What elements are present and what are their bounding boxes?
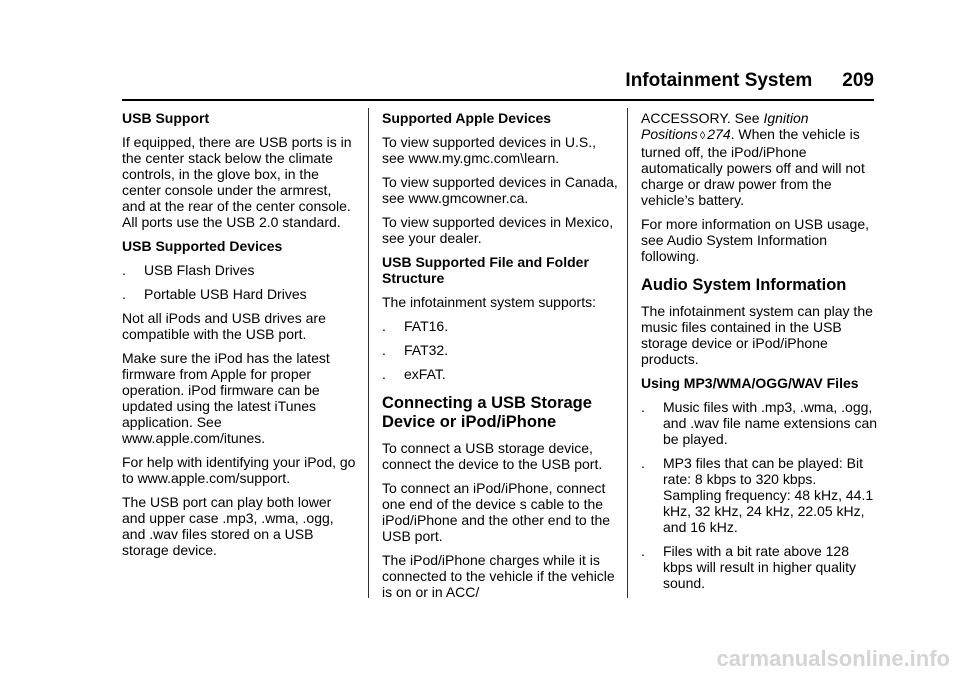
paragraph: For more information on USB usage, see Audio System Information following. bbox=[641, 216, 869, 264]
paragraph: Make sure the iPod has the latest firmware from Apple for proper operation. iPod firmware can be updated using the latest iTunes application. See www.apple.com/itunes. bbox=[122, 350, 330, 446]
list-item: . USB Flash Drives bbox=[122, 262, 255, 278]
paragraph: The infotainment system can play the music files contained in the USB storage device or iPod/iPhone products. bbox=[641, 303, 873, 367]
paragraph: ACCESSORY. See Ignition Positions ◊ 274. When the vehicle is turned off, the iPod/iPhone automatically powers off and will not charge or draw power from the vehicle’s battery. bbox=[641, 110, 865, 208]
paragraph: To view supported devices in U.S., see www.my.gmc.com\learn. bbox=[382, 134, 596, 166]
heading-file-folder-structure: USB Supported File and Folder Structure bbox=[382, 254, 589, 286]
page-number: 209 bbox=[842, 70, 874, 91]
column-divider bbox=[627, 108, 628, 598]
header-rule bbox=[122, 99, 874, 101]
paragraph: The USB port can play both lower and upper case .mp3, .wma, .ogg, and .wav files stored on a USB storage device. bbox=[122, 494, 334, 558]
list-item: . Portable USB Hard Drives bbox=[122, 286, 307, 302]
paragraph: If equipped, there are USB ports is in the center stack below the climate controls, in the glove box, in the center console under the armrest, and at the rear of the center console. All ports use the USB 2.0 standard. bbox=[122, 134, 352, 230]
section-title: Infotainment System bbox=[625, 70, 813, 91]
ignition-positions-link[interactable]: Ignition Positions bbox=[641, 110, 809, 142]
page-ref-arrow-icon: ◊ bbox=[699, 130, 706, 142]
heading-connecting-usb: Connecting a USB Storage Device or iPod/iPhone bbox=[382, 394, 592, 431]
list-item: . FAT16. bbox=[382, 318, 449, 334]
column-3 bbox=[641, 110, 877, 599]
paragraph: To connect a USB storage device, connect the device to the USB port. bbox=[382, 440, 603, 472]
list-item: . FAT32. bbox=[382, 342, 449, 358]
paragraph: The iPod/iPhone charges while it is connected to the vehicle if the vehicle is on or in ACC/ bbox=[382, 552, 615, 600]
heading-audio-system-information: Audio System Information bbox=[641, 276, 847, 294]
paragraph: For help with identifying your iPod, go to www.apple.com/support. bbox=[122, 454, 356, 486]
paragraph: Not all iPods and USB drives are compatible with the USB port. bbox=[122, 310, 326, 342]
heading-usb-support: USB Support bbox=[122, 110, 210, 126]
page-header bbox=[122, 70, 874, 92]
paragraph: The infotainment system supports: bbox=[382, 294, 596, 310]
heading-usb-supported-devices: USB Supported Devices bbox=[122, 238, 283, 254]
list-item: . Music files with .mp3, .wma, .ogg, and .wav file name extensions can be played. bbox=[641, 399, 878, 447]
watermark: carmanualsonline.info bbox=[716, 646, 950, 671]
column-divider bbox=[368, 108, 369, 598]
paragraph: To view supported devices in Mexico, see your dealer. bbox=[382, 214, 614, 246]
list-item: . Files with a bit rate above 128 kbps will result in higher quality sound. bbox=[641, 543, 856, 591]
paragraph: To connect an iPod/iPhone, connect one end of the device s cable to the iPod/iPhone and the other end to the USB port. bbox=[382, 480, 611, 544]
column-1 bbox=[122, 110, 358, 566]
list-item: . MP3 files that can be played: Bit rate: 8 kbps to 320 kbps. Sampling frequency: 48 kHz, 44.1 kHz, 32 kHz, 24 kHz, 22.05 kHz, and 16 kHz. bbox=[641, 455, 874, 535]
column-2 bbox=[382, 110, 618, 608]
paragraph: To view supported devices in Canada, see www.gmcowner.ca. bbox=[382, 174, 618, 206]
list-item: . exFAT. bbox=[382, 366, 446, 382]
heading-supported-apple-devices: Supported Apple Devices bbox=[382, 110, 552, 126]
heading-using-files: Using MP3/WMA/OGG/WAV Files bbox=[641, 375, 859, 391]
page-ref-number[interactable]: 274 bbox=[707, 126, 731, 142]
